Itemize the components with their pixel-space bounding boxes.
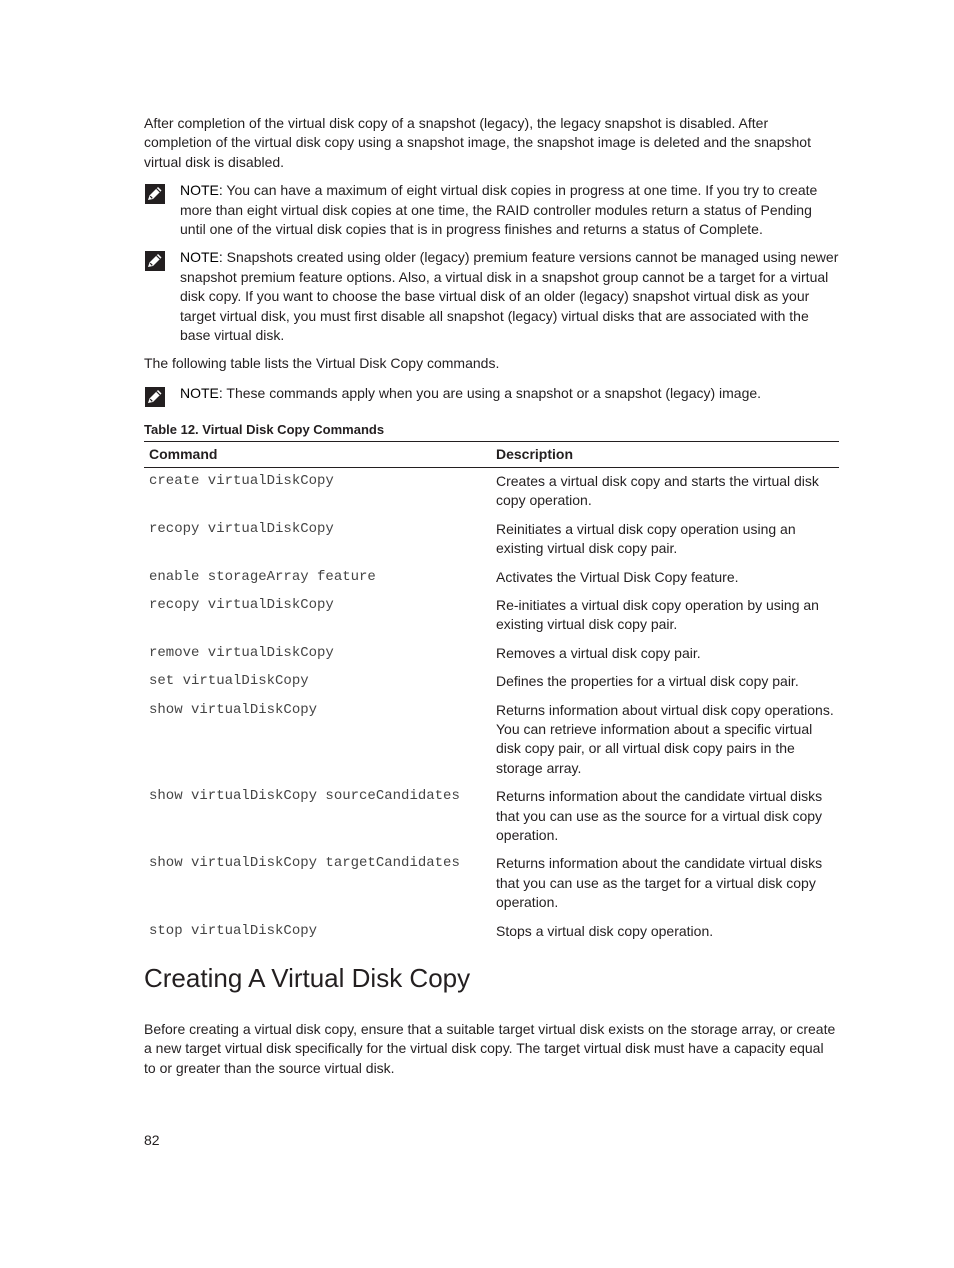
command-cell: enable storageArray feature bbox=[149, 568, 376, 585]
note-label: NOTE: bbox=[180, 384, 223, 401]
description-cell: Re-initiates a virtual disk copy operation by using an existing virtual disk copy pair. bbox=[496, 596, 819, 633]
note-label: NOTE: bbox=[180, 182, 223, 199]
intro-paragraph: After completion of the virtual disk copy of a snapshot (legacy), the legacy snapshot is disabled. After completion of the virtual disk copy using a snapshot image, the snapshot image is deleted and the snapshot virtual disk is disabled. bbox=[144, 115, 811, 170]
table-intro-paragraph: The following table lists the Virtual Disk Copy commands. bbox=[144, 355, 500, 372]
column-header-command: Command bbox=[144, 441, 491, 467]
table-row bbox=[144, 918, 839, 946]
column-header-description: Description bbox=[491, 441, 839, 467]
pencil-note-icon bbox=[144, 181, 180, 205]
table-caption: Table 12. Virtual Disk Copy Commands bbox=[144, 421, 385, 437]
description-cell: Creates a virtual disk copy and starts the virtual disk copy operation. bbox=[496, 472, 819, 509]
command-cell: show virtualDiskCopy bbox=[149, 701, 318, 718]
note-text bbox=[180, 248, 839, 345]
command-cell: create virtualDiskCopy bbox=[149, 472, 334, 489]
description-cell: Activates the Virtual Disk Copy feature. bbox=[496, 568, 739, 585]
command-cell: recopy virtualDiskCopy bbox=[149, 520, 334, 537]
section-body-paragraph: Before creating a virtual disk copy, ensure that a suitable target virtual disk exists on the storage array, or create a new target virtual disk specifically for the virtual disk copy. The target virtual disk must have a capacity equal to or greater than the source virtual disk. bbox=[144, 1021, 836, 1076]
table-row bbox=[144, 668, 839, 696]
table-row bbox=[144, 564, 839, 592]
page-number: 82 bbox=[144, 1132, 160, 1148]
table-row bbox=[144, 697, 839, 784]
note-body: Snapshots created using older (legacy) premium feature versions cannot be managed using newer snapshot premium feature options. Also, a virtual disk in a snapshot group cannot be a target for a virtual disk copy. If you want to choose the base virtual disk of an older (legacy) snapshot virtual disk as your target virtual disk, you must first disable all snapshot (legacy) virtual disks that are associated with the base virtual disk. bbox=[180, 249, 839, 344]
command-cell: remove virtualDiskCopy bbox=[149, 644, 334, 661]
description-cell: Defines the properties for a virtual disk copy pair. bbox=[496, 673, 799, 690]
command-cell: show virtualDiskCopy targetCandidates bbox=[149, 855, 460, 872]
table-row bbox=[144, 640, 839, 668]
table-row bbox=[144, 516, 839, 564]
commands-table bbox=[144, 441, 839, 946]
note-text bbox=[180, 181, 839, 239]
description-cell: Stops a virtual disk copy operation. bbox=[496, 922, 714, 939]
section-heading: Creating A Virtual Disk Copy bbox=[144, 963, 471, 993]
table-row bbox=[144, 850, 839, 917]
command-cell: stop virtualDiskCopy bbox=[149, 922, 318, 939]
pencil-note-icon bbox=[144, 384, 180, 408]
note-legacy-snapshots bbox=[144, 248, 839, 345]
description-cell: Removes a virtual disk copy pair. bbox=[496, 644, 701, 661]
description-cell: Returns information about the candidate virtual disks that you can use as the source for a virtual disk copy operation. bbox=[496, 788, 823, 843]
description-cell: Returns information about the candidate virtual disks that you can use as the target for a virtual disk copy operation. bbox=[496, 855, 823, 911]
note-max-copies bbox=[144, 181, 839, 239]
page-content bbox=[144, 114, 839, 1078]
command-cell: show virtualDiskCopy sourceCandidates bbox=[149, 788, 460, 805]
note-body: You can have a maximum of eight virtual disk copies in progress at one time. If you try to create more than eight virtual disk copies at one time, the RAID controller modules return a status of Pending until one of the virtual disk copies that is in progress finishes and returns a status of Complete. bbox=[180, 182, 818, 238]
note-body: These commands apply when you are using a snapshot or a snapshot (legacy) image. bbox=[222, 384, 762, 401]
command-cell: recopy virtualDiskCopy bbox=[149, 596, 334, 613]
table-row bbox=[144, 783, 839, 850]
pencil-note-icon bbox=[144, 248, 180, 272]
note-text bbox=[180, 384, 839, 403]
table-row bbox=[144, 592, 839, 640]
table-row bbox=[144, 467, 839, 515]
description-cell: Returns information about virtual disk copy operations. You can retrieve information about a specific virtual disk copy pair, or all virtual disk copy pairs in the storage array. bbox=[496, 701, 834, 776]
command-cell: set virtualDiskCopy bbox=[149, 673, 309, 690]
table-header-row bbox=[144, 441, 839, 467]
note-commands-apply bbox=[144, 384, 839, 408]
note-label: NOTE: bbox=[180, 249, 223, 266]
description-cell: Reinitiates a virtual disk copy operation using an existing virtual disk copy pair. bbox=[496, 520, 796, 557]
